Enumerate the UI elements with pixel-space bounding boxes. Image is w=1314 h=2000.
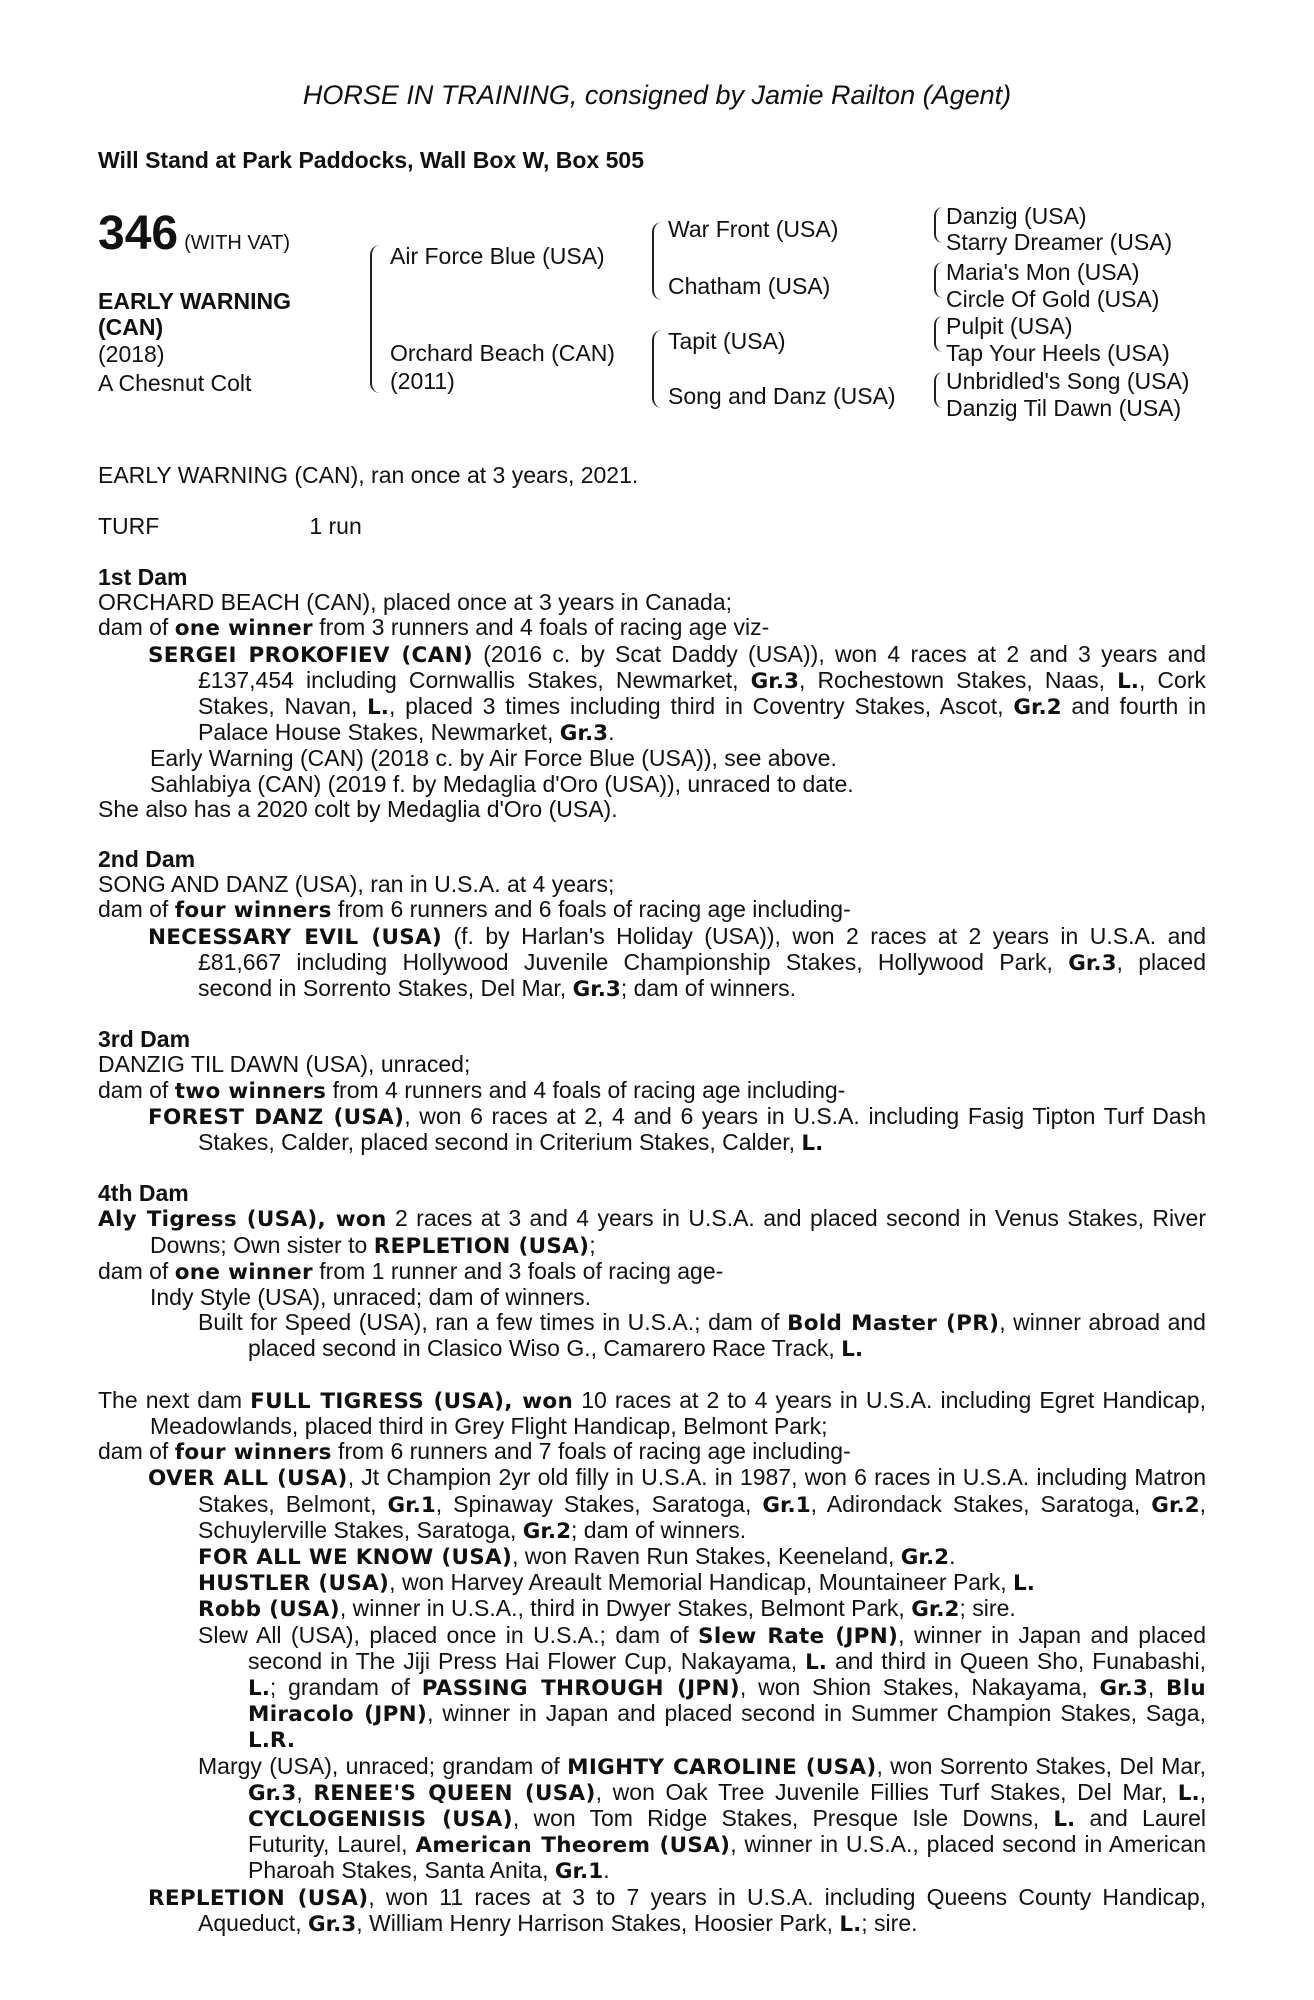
pedigree-g2: Starry Dreamer (USA)	[946, 229, 1173, 255]
pedigree-dam-dam: Song and Danz (USA)	[668, 383, 896, 409]
pedigree-g5: Pulpit (USA)	[946, 313, 1073, 339]
first-dam-foal-3: Sahlabiya (CAN) (2019 f. by Medaglia d'Oro (USA)), unraced to date.	[150, 770, 854, 797]
fourth-dam-produce-line: dam of one winner from 1 runner and 3 foals of racing age-	[98, 1257, 724, 1285]
first-dam-foal-2: Early Warning (CAN) (2018 c. by Air Force Blue (USA)), see above.	[150, 745, 837, 772]
foaling-year: (2018)	[98, 341, 165, 367]
pedigree-dam-year: (2011)	[390, 368, 455, 394]
next-dam-line: The next dam FULL TIGRESS (USA), won 10 races at 2 to 4 years in U.S.A. including Egret Handicap, Meadowlands, placed third in Grey Flight Handicap, Belmont Park;	[98, 1386, 1206, 1439]
horse-description: A Chesnut Colt	[98, 370, 252, 396]
pedigree-g1: Danzig (USA)	[946, 203, 1087, 229]
fourth-dam-foal-1: Indy Style (USA), unraced; dam of winners.	[150, 1284, 592, 1311]
first-dam-foal-1: SERGEI PROKOFIEV (CAN) (2016 c. by Scat Daddy (USA)), won 4 races at 2 and 3 years and £137,454 including Cornwallis Stakes, Newmarket, Gr.3, Rochestown Stakes, Naas, L., Cork Stakes, Navan, L., placed 3 times including third in Coventry Stakes, Ascot, Gr.2 and fourth in Palace House Stakes, Newmarket, Gr.3.	[148, 640, 1207, 747]
page-title: HORSE IN TRAINING, consigned by Jamie Railton (Agent)	[302, 80, 1012, 110]
pedigree-dam: Orchard Beach (CAN)	[390, 340, 615, 366]
third-dam-line: DANZIG TIL DAWN (USA), unraced;	[98, 1051, 471, 1078]
first-dam-line: ORCHARD BEACH (CAN), placed once at 3 years in Canada;	[98, 589, 733, 616]
next-dam-foal-repletion: REPLETION (USA), won 11 races at 3 to 7 years in U.S.A. including Queens County Handicap, Aqueduct, Gr.3, William Henry Harrison Stakes, Hoosier Park, L.; sire.	[148, 1883, 1206, 1937]
pedigree-sire-dam: Chatham (USA)	[668, 273, 831, 299]
pedigree-brace-sire	[652, 222, 662, 300]
pedigree-brace-g1	[934, 207, 943, 243]
horse-meta	[98, 340, 251, 398]
pedigree-brace-g2	[934, 262, 943, 298]
pedigree-g8: Danzig Til Dawn (USA)	[946, 395, 1182, 421]
pedigree-brace-main	[370, 245, 382, 393]
dam-section	[98, 565, 1206, 1937]
fourth-dam-title: 4th Dam	[98, 1180, 189, 1207]
next-dam-grandfoal-2: HUSTLER (USA), won Harvey Areault Memorial Handicap, Mountaineer Park, L.	[198, 1569, 1035, 1597]
race-record-summary: EARLY WARNING (CAN), ran once at 3 years, 2021.	[98, 462, 639, 488]
pedigree-g3: Maria's Mon (USA)	[946, 259, 1140, 285]
surface-record	[98, 514, 1206, 539]
second-dam-foal-1: NECESSARY EVIL (USA) (f. by Harlan's Holiday (USA)), won 2 races at 2 years in U.S.A. and £81,667 including Hollywood Juvenile Championship Stakes, Hollywood Park, Gr.3, placed second in Sorrento Stakes, Del Mar, Gr.3; dam of winners.	[148, 922, 1207, 1003]
third-dam-foal-1: FOREST DANZ (USA), won 6 races at 2, 4 and 6 years in U.S.A. including Fasig Tipton Turf Dash Stakes, Calder, placed second in Criterium Stakes, Calder, L.	[148, 1102, 1206, 1157]
next-dam-produce-line: dam of four winners from 6 runners and 7 foals of racing age including-	[98, 1438, 851, 1466]
pedigree-sire: Air Force Blue (USA)	[390, 243, 605, 269]
horse-name: EARLY WARNING (CAN)	[98, 288, 291, 340]
pedigree-dam-sire: Tapit (USA)	[668, 328, 786, 354]
pedigree-g7: Unbridled's Song (USA)	[946, 368, 1190, 394]
pedigree-g4: Circle Of Gold (USA)	[946, 286, 1160, 312]
next-dam-grandfoal-5: Margy (USA), unraced; grandam of MIGHTY CAROLINE (USA), won Sorrento Stakes, Del Mar, Gr.3, RENEE'S QUEEN (USA), won Oak Tree Juvenile Fillies Turf Stakes, Del Mar, L., CYCLOGENISIS (USA), won Tom Ridge Stakes, Presque Isle Downs, L. and Laurel Futurity, Laurel, American Theorem (USA), winner in U.S.A., placed second in American Pharoah Stakes, Santa Anita, Gr.1.	[198, 1752, 1207, 1885]
surface-label: TURF	[98, 513, 160, 539]
pedigree-brace-dam	[652, 330, 662, 408]
first-dam-produce-line: dam of one winner from 3 runners and 4 foals of racing age viz-	[98, 614, 770, 642]
third-dam-produce-line: dam of two winners from 4 runners and 4 foals of racing age including-	[98, 1076, 846, 1104]
fourth-dam-line: Aly Tigress (USA), won 2 races at 3 and 4 years in U.S.A. and placed second in Venus Stakes, River Downs; Own sister to REPLETION (USA);	[98, 1205, 1207, 1259]
second-dam-produce-line: dam of four winners from 6 runners and 6 foals of racing age including-	[98, 896, 851, 924]
pedigree-brace-g4	[934, 372, 943, 408]
next-dam-grandfoal-3: Robb (USA), winner in U.S.A., third in Dwyer Stakes, Belmont Park, Gr.2; sire.	[198, 1595, 1016, 1623]
pedigree-sire-sire: War Front (USA)	[668, 216, 839, 242]
next-dam-foal-over-all: OVER ALL (USA), Jt Champion 2yr old filly in U.S.A. in 1987, won 6 races in U.S.A. including Matron Stakes, Belmont, Gr.1, Spinaway Stakes, Saratoga, Gr.1, Adirondack Stakes, Saratoga, Gr.2, Schuylerville Stakes, Saratoga, Gr.2; dam of winners.	[148, 1464, 1206, 1544]
next-dam-grandfoal-4: Slew All (USA), placed once in U.S.A.; dam of Slew Rate (JPN), winner in Japan and placed second in The Jiji Press Hai Flower Cup, Nakayama, L. and third in Queen Sho, Funabashi, L.; grandam of PASSING THROUGH (JPN), won Shion Stakes, Nakayama, Gr.3, Blu Miracolo (JPN), winner in Japan and placed second in Summer Champion Stakes, Saga, L.R.	[198, 1621, 1206, 1754]
pedigree-brace-g3	[934, 316, 943, 352]
second-dam-line: SONG AND DANZ (USA), ran in U.S.A. at 4 years;	[98, 871, 615, 898]
lot-number-block	[98, 206, 290, 261]
next-dam-grandfoal-1: FOR ALL WE KNOW (USA), won Raven Run Stakes, Keeneland, Gr.2.	[198, 1542, 956, 1570]
pedigree-g6: Tap Your Heels (USA)	[946, 340, 1170, 366]
vat-label: (WITH VAT)	[184, 232, 290, 254]
lot-number: 346	[98, 207, 179, 260]
third-dam-title: 3rd Dam	[98, 1026, 191, 1053]
second-dam-title: 2nd Dam	[98, 846, 196, 873]
race-record	[98, 463, 1206, 488]
stand-location: Will Stand at Park Paddocks, Wall Box W, Box 505	[98, 147, 644, 173]
first-dam-title: 1st Dam	[98, 564, 188, 590]
fourth-dam-foal-2: Built for Speed (USA), ran a few times in U.S.A.; dam of Bold Master (PR), winner abroad and placed second in Clasico Wiso G., Camarero Race Track, L.	[198, 1309, 1206, 1363]
first-dam-foal-4: She also has a 2020 colt by Medaglia d'Oro (USA).	[98, 795, 618, 822]
surface-runs: 1 run	[309, 513, 362, 539]
